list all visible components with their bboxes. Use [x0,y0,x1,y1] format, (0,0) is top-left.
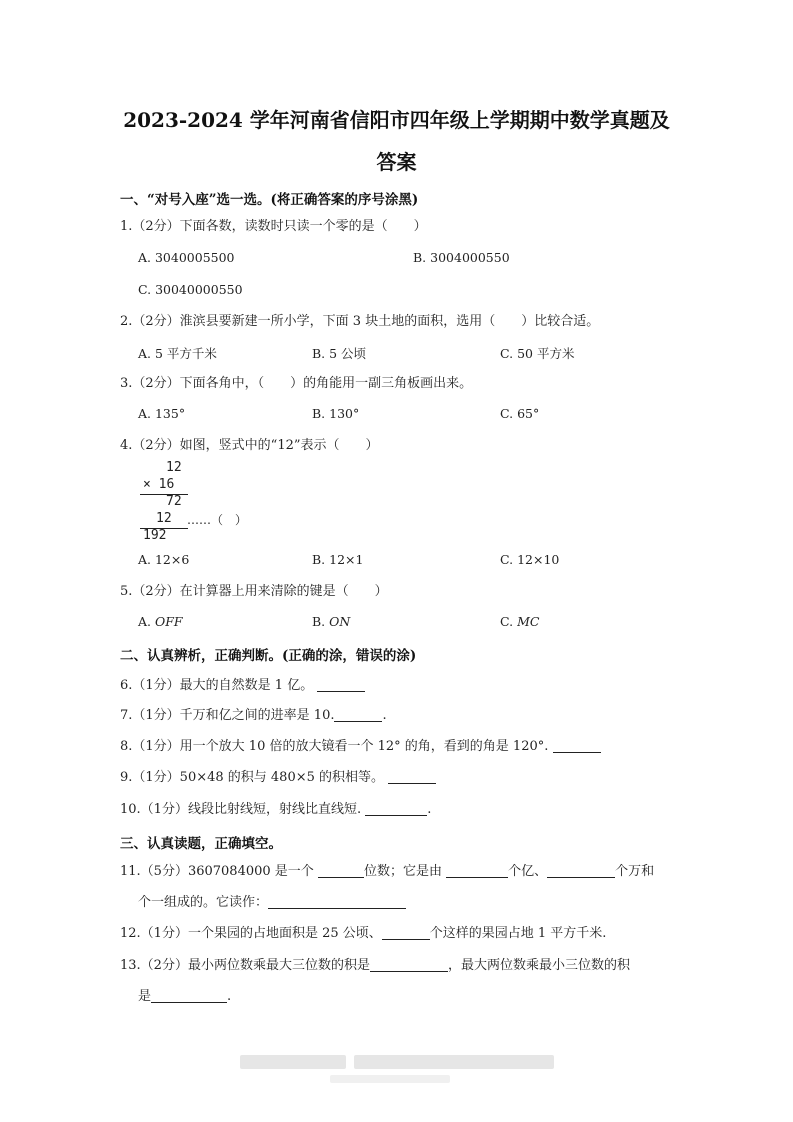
question-2-option-a: A. 5 平方千米 [138,346,217,361]
answer-blank-11d[interactable] [268,894,406,909]
question-3-option-c: C. 65° [500,406,540,421]
question-2-stem: 2.（2分）淮滨县要新建一所小学，下面 3 块土地的面积，选用（ ）比较合适。 [120,314,600,329]
question-7: 7.（1分）千万和亿之间的进率是 10. . [120,708,387,723]
calc-row-multiplier: × 16 [143,477,175,492]
question-13-line2: 是 . [138,989,232,1004]
question-5-stem: 5.（2分）在计算器上用来清除的键是（ ） [120,584,388,599]
blurred-footer-left [240,1055,346,1069]
key-mc-label: MC [517,614,540,629]
question-13-line1: 13.（2分）最小两位数乘最大三位数的积是 ，最大两位数乘最小三位数的积 [120,958,630,973]
question-4-option-a: A. 12×6 [138,552,190,567]
answer-blank-11a[interactable] [318,863,364,878]
question-1-option-b: B. 3004000550 [413,250,510,265]
question-4-stem: 4.（2分）如图，竖式中的“12”表示（ ） [120,438,379,453]
question-11-line2: 个一组成的。它读作： [138,894,406,912]
answer-blank-13a[interactable] [370,957,448,972]
section-heading-3: 三、认真读题，正确填空。 [120,836,282,852]
blurred-footer-right [354,1055,554,1069]
calc-row-multiplicand: 12 [166,460,182,475]
blurred-footer-sub [330,1075,450,1083]
question-2-option-c: C. 50 平方米 [500,346,575,361]
answer-blank-9[interactable] [388,769,436,784]
question-10: 10.（1分）线段比射线短，射线比直线短. . [120,802,432,817]
question-3-stem: 3.（2分）下面各角中，（ ）的角能用一副三角板画出来。 [120,376,473,391]
calc-row-partial-2-blank: ……（ ） [187,513,248,527]
calc-row-partial-2: 12 [156,511,172,526]
answer-blank-10[interactable] [365,801,427,816]
section-heading-2: 二、认真辨析，正确判断。(正确的涂，错误的涂) [120,648,417,664]
answer-blank-11b[interactable] [446,863,508,878]
answer-blank-11c[interactable] [547,863,615,878]
answer-blank-8[interactable] [553,738,601,753]
key-on-label: ON [329,614,351,629]
question-5-option-b: B. ON [312,614,351,629]
question-3-option-a: A. 135° [138,406,186,421]
question-4-option-b: B. 12×1 [312,552,364,567]
question-2-option-b: B. 5 公顷 [312,346,367,361]
answer-blank-12[interactable] [382,925,430,940]
question-4-option-c: C. 12×10 [500,552,560,567]
question-1-option-c: C. 30040000550 [138,282,243,297]
answer-blank-7[interactable] [334,707,382,722]
key-off-label: OFF [154,614,183,629]
question-9: 9.（1分）50×48 的积与 480×5 的积相等。 [120,769,436,787]
question-5-option-c: C. MC [500,614,540,629]
page-title-line1: 2023-2024 学年河南省信阳市四年级上学期期中数学真题及 [123,108,670,132]
answer-blank-13b[interactable] [151,988,227,1003]
question-1-option-a: A. 3040005500 [138,250,235,265]
question-5-option-a: A. OFF [138,614,183,629]
question-3-option-b: B. 130° [312,406,360,421]
question-6: 6.（1分）最大的自然数是 1 亿。 [120,677,365,695]
calc-row-product: 192 [143,528,167,543]
question-11-line1: 11.（5分）3607084000 是一个 位数；它是由 个亿、 个万和 [120,864,655,879]
question-8: 8.（1分）用一个放大 10 倍的放大镜看一个 12° 的角，看到的角是 120°. [120,738,601,756]
section-heading-1: 一、“对号入座”选一选。(将正确答案的序号涂黑) [120,192,419,208]
page-title-line2: 答案 [376,150,417,174]
answer-blank-6[interactable] [317,677,365,692]
question-12: 12.（1分）一个果园的占地面积是 25 公顷、 个这样的果园占地 1 平方千米. [120,926,607,941]
question-1-stem: 1.（2分）下面各数，读数时只读一个零的是（ ） [120,219,427,234]
calc-row-partial-1: 72 [166,494,182,509]
